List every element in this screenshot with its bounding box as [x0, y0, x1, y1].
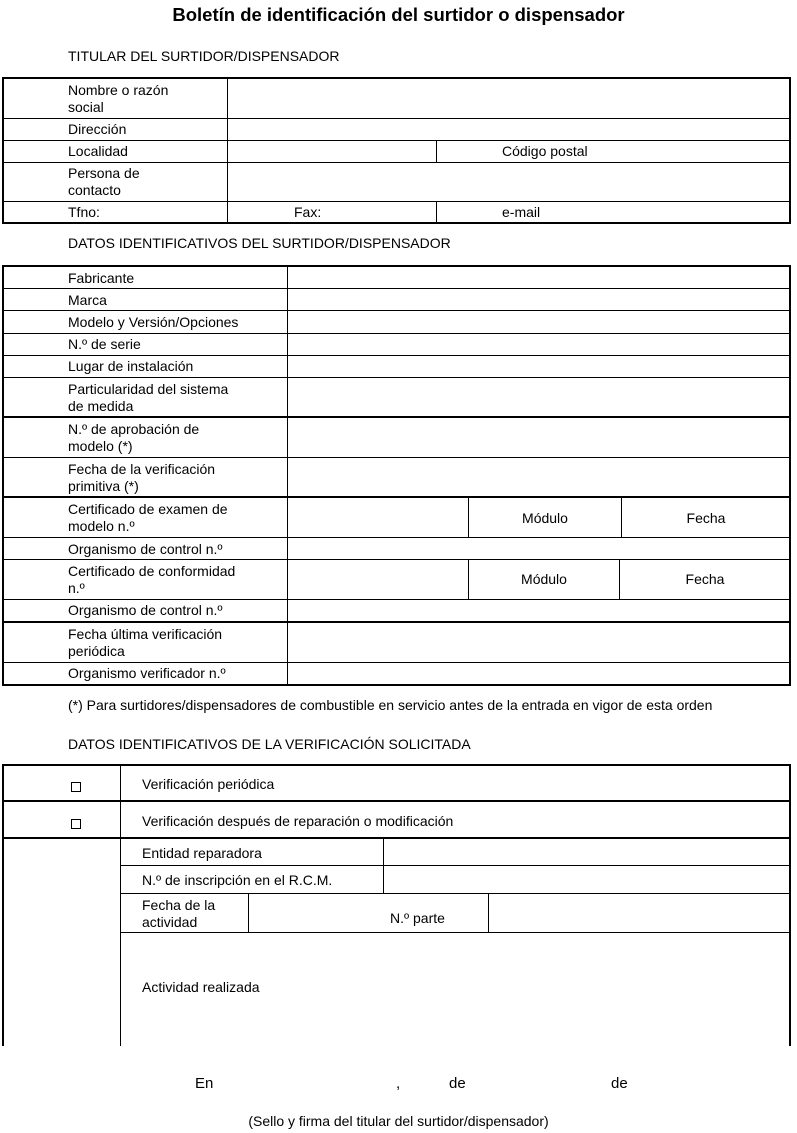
label-direccion: Dirección: [68, 121, 127, 137]
field-inscripcion[interactable]: [384, 866, 790, 892]
label-fecha-actividad-2: actividad: [142, 914, 198, 930]
label-particularidad-2: de medida: [68, 398, 134, 414]
section-heading-verificacion: DATOS IDENTIFICATIVOS DE LA VERIFICACIÓN SOLICITADA: [68, 736, 471, 752]
label-codigo-postal: Código postal: [502, 143, 588, 159]
field-cert-examen[interactable]: [288, 498, 467, 536]
label-marca: Marca: [68, 292, 107, 308]
firma-en: En: [195, 1075, 214, 1092]
label-cert-examen-1: Certificado de examen de: [68, 501, 228, 517]
label-organismo-verificador: Organismo verificador n.º: [68, 665, 226, 681]
field-fecha-actividad[interactable]: [249, 894, 382, 931]
label-aprobacion-2: modelo (*): [68, 438, 133, 454]
page-title: Boletín de identificación del surtidor o dispensador: [172, 4, 625, 25]
field-direccion[interactable]: [228, 119, 789, 139]
label-fecha-ultima-2: periódica: [68, 643, 125, 659]
label-fabricante: Fabricante: [68, 270, 135, 286]
label-fecha-verif-2: primitiva (*): [68, 478, 139, 494]
footnote: (*) Para surtidores/dispensadores de combustible en servicio antes de la entrada en vigor de esta orden: [68, 697, 713, 713]
label-cert-conf-1: Certificado de conformidad: [68, 563, 236, 579]
label-persona-1: Persona de: [68, 165, 140, 181]
field-marca[interactable]: [288, 289, 790, 309]
label-aprobacion-1: N.º de aprobación de: [68, 421, 200, 437]
field-localidad[interactable]: [228, 141, 435, 161]
field-aprobacion[interactable]: [288, 418, 790, 456]
label-organismo-control-1: Organismo de control n.º: [68, 541, 223, 557]
firma-comma: ,: [396, 1075, 401, 1092]
label-fax: Fax:: [294, 204, 322, 220]
field-organismo-control-2[interactable]: [288, 600, 790, 620]
field-cert-conf[interactable]: [288, 560, 467, 598]
field-particularidad[interactable]: [288, 378, 790, 415]
label-tfno: Tfno:: [68, 204, 100, 220]
label-serie: N.º de serie: [68, 336, 141, 352]
field-serie[interactable]: [288, 334, 790, 354]
label-fecha-examen: Fecha: [686, 510, 726, 526]
firma-de-2: de: [611, 1075, 628, 1092]
firma-sello: (Sello y firma del titular del surtidor/dispensador): [248, 1113, 549, 1129]
label-fecha-actividad-1: Fecha de la: [142, 897, 216, 913]
field-organismo-control-1[interactable]: [288, 538, 790, 558]
field-persona[interactable]: [228, 163, 789, 200]
label-modulo-examen: Módulo: [522, 510, 568, 526]
label-email: e-mail: [502, 204, 541, 220]
label-verificacion-despues: Verificación después de reparación o modificación: [142, 813, 454, 829]
label-fecha-conf: Fecha: [685, 571, 725, 587]
label-modulo-conf: Módulo: [521, 571, 567, 587]
checkbox-verificacion-periodica[interactable]: [71, 782, 81, 792]
label-localidad: Localidad: [68, 143, 128, 159]
field-fecha-verif[interactable]: [288, 458, 790, 495]
field-modelo[interactable]: [288, 311, 790, 332]
label-verificacion-periodica: Verificación periódica: [142, 776, 275, 792]
label-fecha-ultima-1: Fecha última verificación: [68, 626, 223, 642]
label-entidad-reparadora: Entidad reparadora: [142, 845, 262, 861]
label-inscripcion: N.º de inscripción en el R.C.M.: [142, 872, 333, 888]
label-particularidad-1: Particularidad del sistema: [68, 381, 229, 397]
label-cert-conf-2: n.º: [68, 580, 85, 596]
label-cert-examen-2: modelo n.º: [68, 518, 135, 534]
field-lugar[interactable]: [288, 356, 790, 376]
label-organismo-control-2: Organismo de control n.º: [68, 602, 223, 618]
field-organismo-verificador[interactable]: [288, 663, 790, 684]
field-nombre[interactable]: [228, 79, 789, 117]
section-heading-titular: TITULAR DEL SURTIDOR/DISPENSADOR: [68, 48, 340, 64]
label-n-parte: N.º parte: [390, 910, 445, 926]
firma-de-1: de: [449, 1075, 466, 1092]
label-fecha-verif-1: Fecha de la verificación: [68, 461, 216, 477]
label-lugar: Lugar de instalación: [68, 358, 194, 374]
label-nombre-1: Nombre o razón: [68, 82, 169, 98]
label-persona-2: contacto: [68, 182, 121, 198]
field-entidad-reparadora[interactable]: [384, 838, 790, 864]
label-modelo: Modelo y Versión/Opciones: [68, 314, 239, 330]
label-actividad-realizada: Actividad realizada: [142, 979, 260, 995]
label-nombre-2: social: [68, 99, 104, 115]
field-actividad-realizada[interactable]: [121, 933, 790, 1045]
field-fabricante[interactable]: [288, 266, 790, 287]
checkbox-verificacion-despues[interactable]: [71, 819, 81, 829]
field-fecha-ultima[interactable]: [288, 623, 790, 661]
section-heading-datos: DATOS IDENTIFICATIVOS DEL SURTIDOR/DISPENSADOR: [68, 235, 451, 251]
field-n-parte[interactable]: [489, 894, 790, 931]
